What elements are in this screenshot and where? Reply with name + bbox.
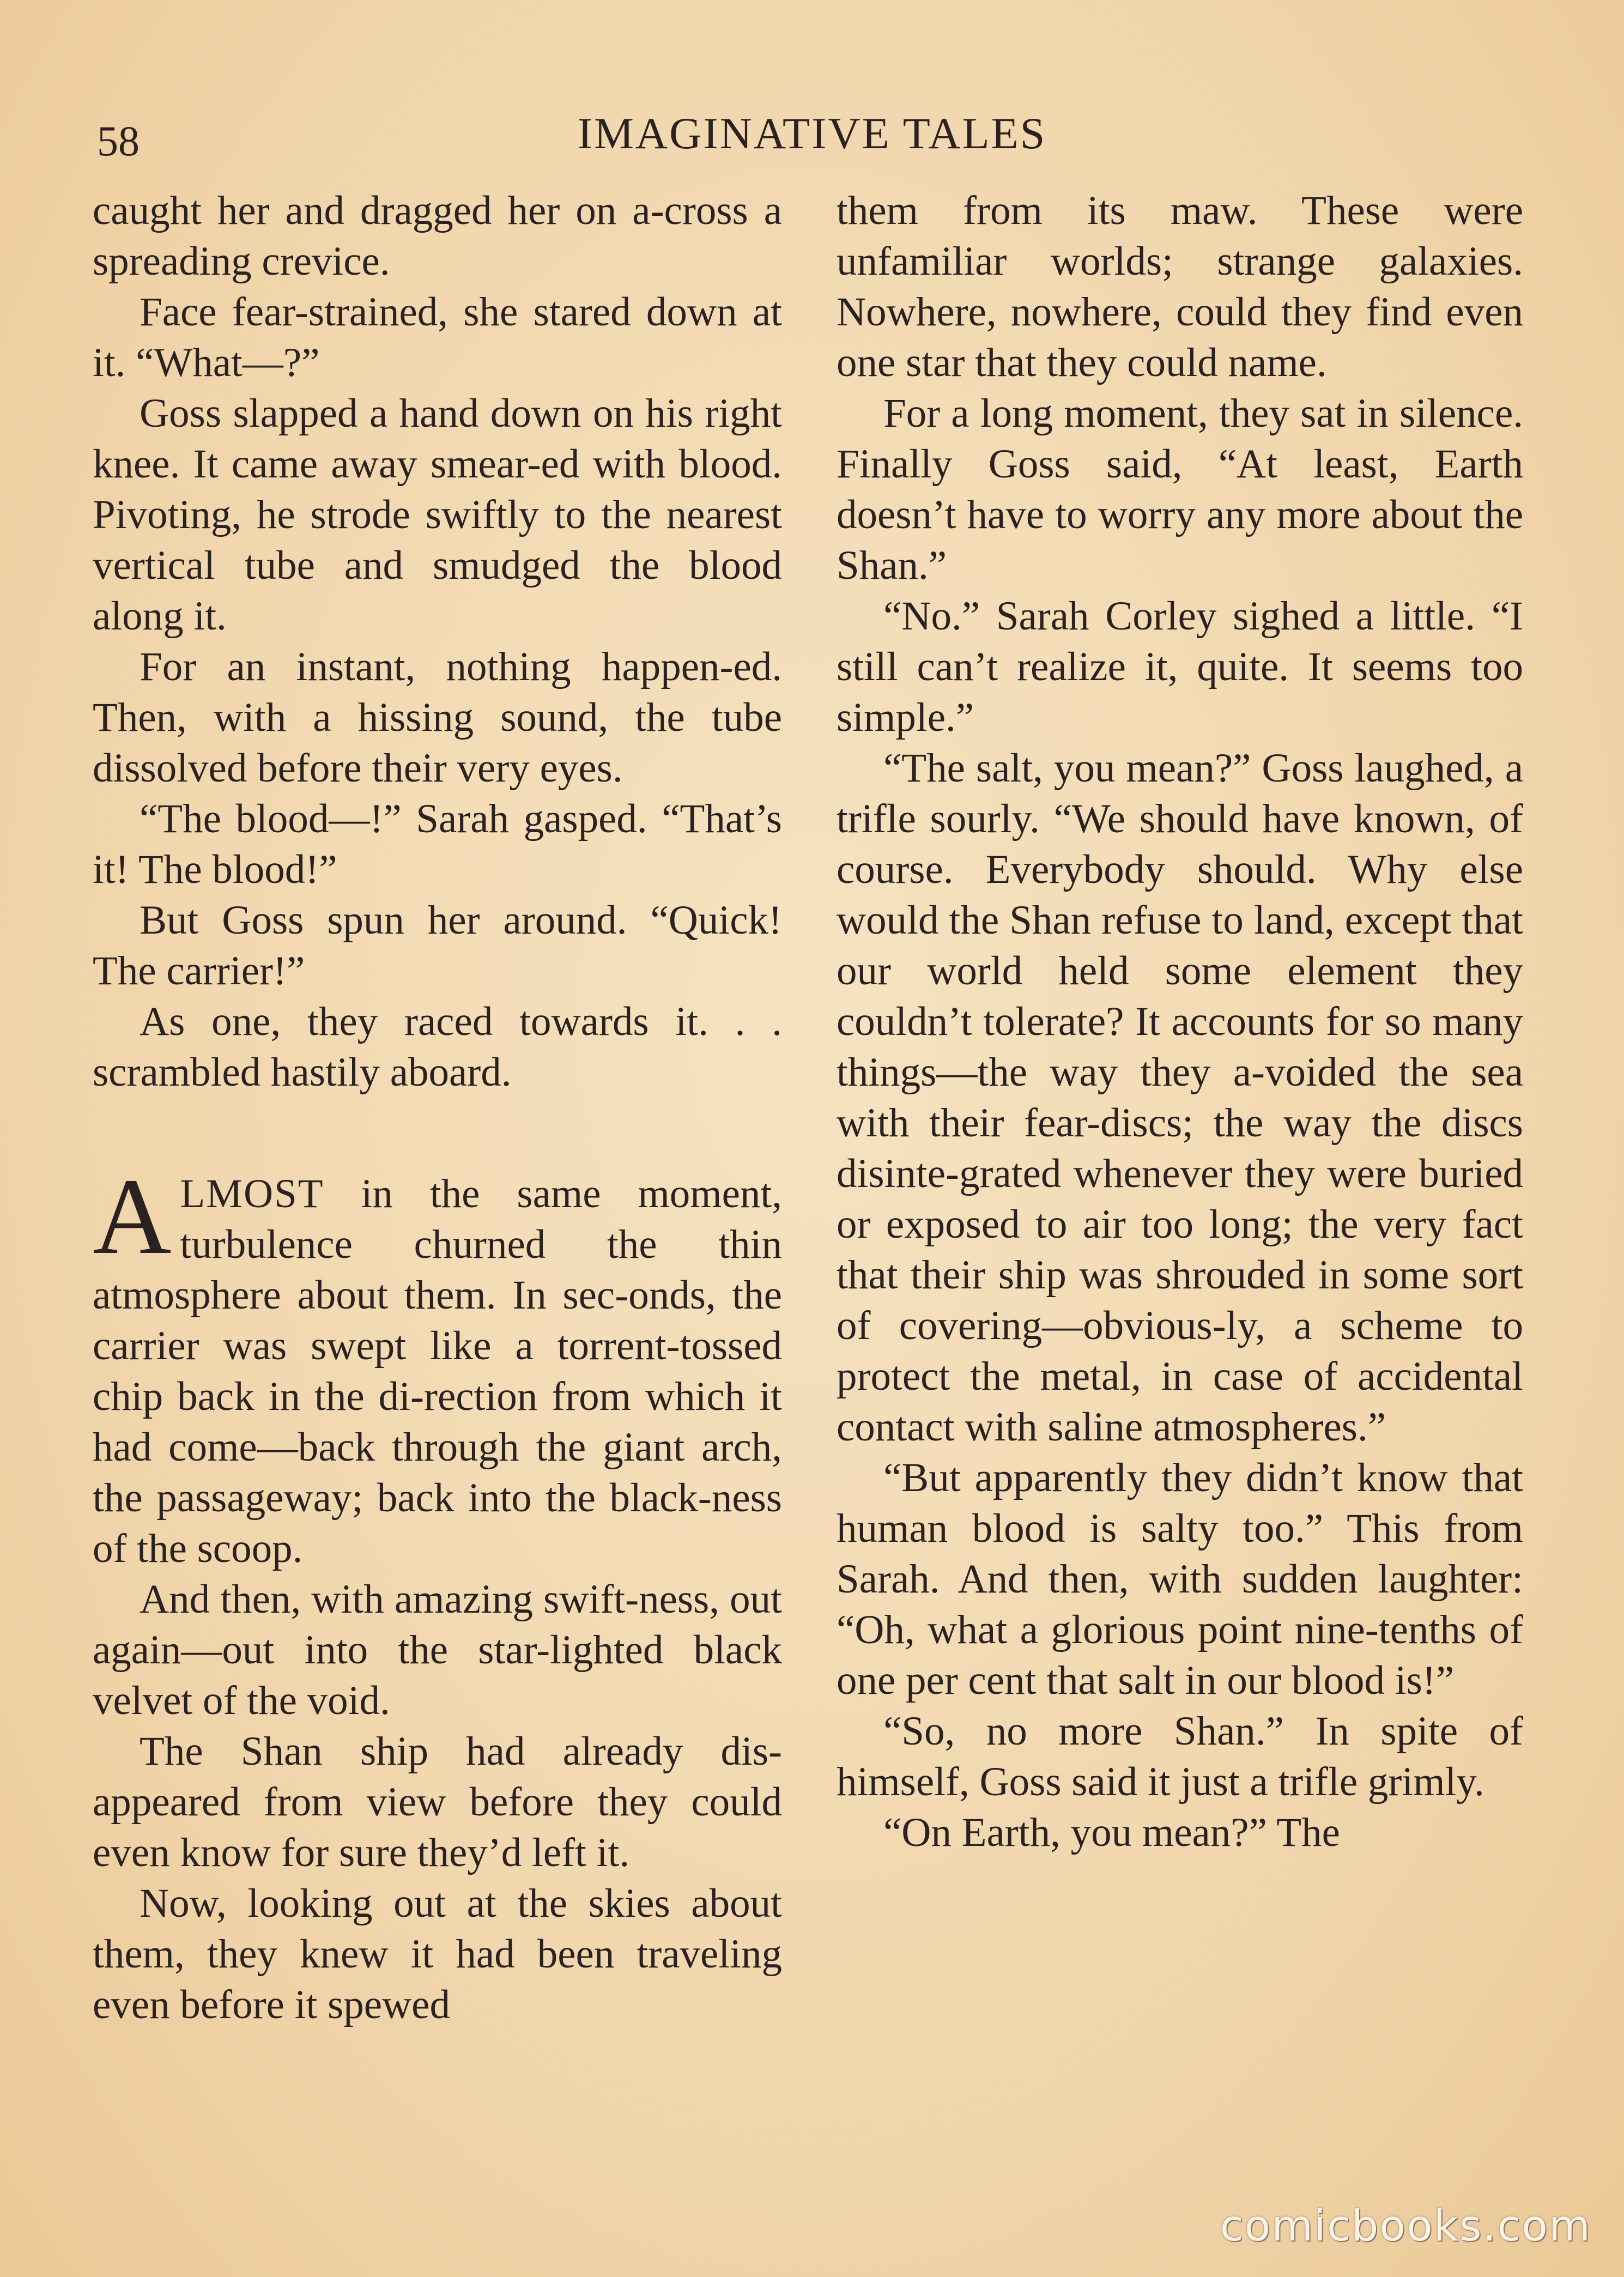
right-column — [837, 185, 1523, 1858]
section-break — [93, 1098, 782, 1168]
paragraph: The Shan ship had already dis-appeared from view before they could even know for sure they’d left it. — [93, 1729, 782, 1875]
paragraph: But Goss spun her around. “Quick! The carrier!” — [93, 898, 782, 994]
paragraph: For a long moment, they sat in silence. Finally Goss said, “At least, Earth doesn’t have to worry any more about the Shan.” — [837, 391, 1523, 588]
page-number: 58 — [97, 117, 140, 165]
paragraph: “On Earth, you mean?” The — [883, 1810, 1340, 1855]
paragraph: Now, looking out at the skies about them, they knew it had been traveling even before it spewed — [93, 1881, 782, 2027]
paragraph: “The salt, you mean?” Goss laughed, a trifle sourly. “We should have known, of course. Everybody should. Why else would the Shan refuse to land, except that our world held some element they couldn’t tolerate? It accounts for so many things—the way they a-voided the sea with their fear-discs; the way the discs disinte-grated whenever they were buried or exposed to air too long; the very fact that their ship was shrouded in some sort of covering—obvious-ly, a scheme to protect the metal, in case of accidental contact with saline atmospheres.” — [837, 746, 1523, 1450]
drop-cap-lead-in: LMOST — [180, 1171, 324, 1216]
section-opening-paragraph — [93, 1156, 782, 1574]
paragraph: “The blood—!” Sarah gasped. “That’s it! The blood!” — [93, 796, 782, 892]
paragraph: Face fear-strained, she stared down at it. “What—?” — [93, 289, 782, 385]
paragraph: them from its maw. These were unfamiliar worlds; strange galaxies. Nowhere, nowhere, could they find even one star that they could name. — [837, 188, 1523, 385]
paragraph-text: in the same moment, turbulence churned the thin atmosphere about them. In sec-onds, the carrier was swept like a torrent-tossed chip back in the di-rection from which it had come—back through the giant arch, the passageway; back into the black-ness of the scoop. — [93, 1171, 782, 1571]
paragraph: “So, no more Shan.” In spite of himself, Goss said it just a trifle grimly. — [837, 1709, 1523, 1804]
watermark: comicbooks.com — [1220, 2202, 1591, 2251]
left-column — [93, 185, 782, 2030]
paragraph: Goss slapped a hand down on his right knee. It came away smear-ed with blood. Pivoting, he strode swiftly to the nearest vertical tube and smudged the blood along it. — [93, 391, 782, 639]
paragraph: For an instant, nothing happen-ed. Then, with a hissing sound, the tube dissolved before their very eyes. — [93, 644, 782, 791]
paragraph: “No.” Sarah Corley sighed a little. “I still can’t realize it, quite. It seems too simple.” — [837, 594, 1523, 740]
paragraph: And then, with amazing swift-ness, out again—out into the star-lighted black velvet of the void. — [93, 1577, 782, 1723]
paragraph: caught her and dragged her on a-cross a spreading crevice. — [93, 188, 782, 284]
drop-cap: A — [93, 1156, 172, 1277]
running-title: IMAGINATIVE TALES — [577, 108, 1047, 158]
paragraph: As one, they raced towards it. . . scrambled hastily aboard. — [93, 999, 782, 1095]
paragraph: “But apparently they didn’t know that human blood is salty too.” This from Sarah. And then, with sudden laughter: “Oh, what a glorious point nine-tenths of one per cent that salt in our blood is!” — [837, 1455, 1523, 1703]
page-header — [0, 104, 1624, 163]
